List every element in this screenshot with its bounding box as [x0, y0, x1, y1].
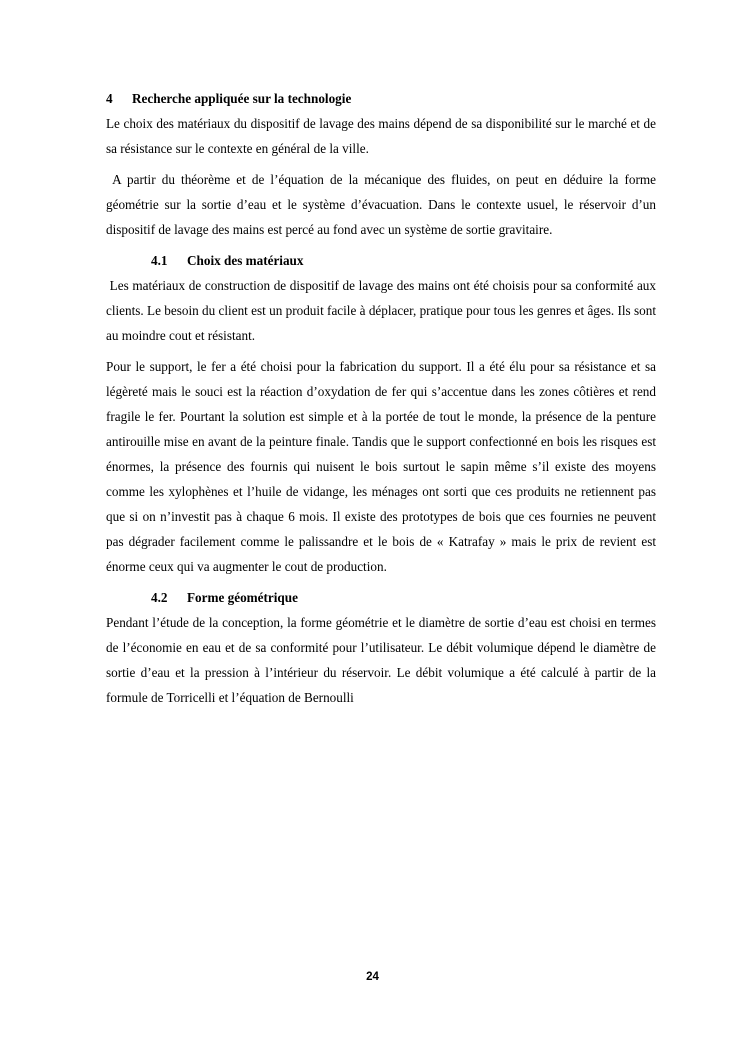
- section-4-1-heading: [106, 248, 656, 273]
- section-4-1-paragraph-1: Les matériaux de construction de dispositif de lavage des mains ont été choisis pour sa conformité aux clients. Le besoin du client est un produit facile à déplacer, pratique pour tous les genres et âges. Ils sont au moindre cout et résistant.: [106, 278, 656, 343]
- section-4-2-heading: [106, 585, 656, 610]
- section-4-heading: [106, 86, 656, 111]
- section-4-1-number: 4.1: [151, 253, 168, 268]
- section-4-paragraph-1: Le choix des matériaux du dispositif de lavage des mains dépend de sa disponibilité sur le marché et de sa résistance sur le contexte en général de la ville.: [106, 116, 656, 156]
- section-4-title: Recherche appliquée sur la technologie: [132, 91, 352, 106]
- page-number: 24: [366, 971, 379, 983]
- section-4-paragraph-2: A partir du théorème et de l’équation de la mécanique des fluides, on peut en déduire la forme géométrie sur la sortie d’eau et le système d’évacuation. Dans le contexte usuel, le réservoir d’un dispositif de lavage des mains est percé au fond avec un système de sortie gravitaire.: [106, 172, 656, 237]
- section-4-number: 4: [106, 91, 113, 106]
- section-4-2-paragraph-1: Pendant l’étude de la conception, la forme géométrie et le diamètre de sortie d’eau est choisi en termes de l’économie en eau et de sa conformité pour l’utilisateur. Le débit volumique dépend le diamètre de sortie d’eau et la pression à l’intérieur du réservoir. Le débit volumique a été calculé à partir de la formule de Torricelli et l’équation de Bernoulli: [106, 615, 656, 705]
- section-4-2-title: Forme géométrique: [187, 590, 298, 605]
- document-page-content: [106, 86, 656, 716]
- section-4-2-number: 4.2: [151, 590, 168, 605]
- section-4-1-title: Choix des matériaux: [187, 253, 304, 268]
- section-4-1-paragraph-2: Pour le support, le fer a été choisi pour la fabrication du support. Il a été élu pour sa résistance et sa légèreté mais le souci est la réaction d’oxydation de fer qui s’accentue dans les zones côtières et rend fragile le fer. Pourtant la solution est simple et à la portée de tout le monde, la présence de la penture antirouille mise en avant de la peinture finale. Tandis que le support confectionné en bois les risques est énormes, la présence des fournis qui nuisent le bois surtout le sapin même s’il existe des moyens comme les xylophènes et l’huile de vidange, les ménages ont sorti que ces produits ne retiennent pas que si on n’investit pas à chaque 6 mois. Il existe des prototypes de bois que ces fournies ne peuvent pas dégrader facilement comme le palissandre et le bois de « Katrafay » mais le prix de revient est énorme ceux qui va augmenter le cout de production.: [106, 359, 656, 574]
